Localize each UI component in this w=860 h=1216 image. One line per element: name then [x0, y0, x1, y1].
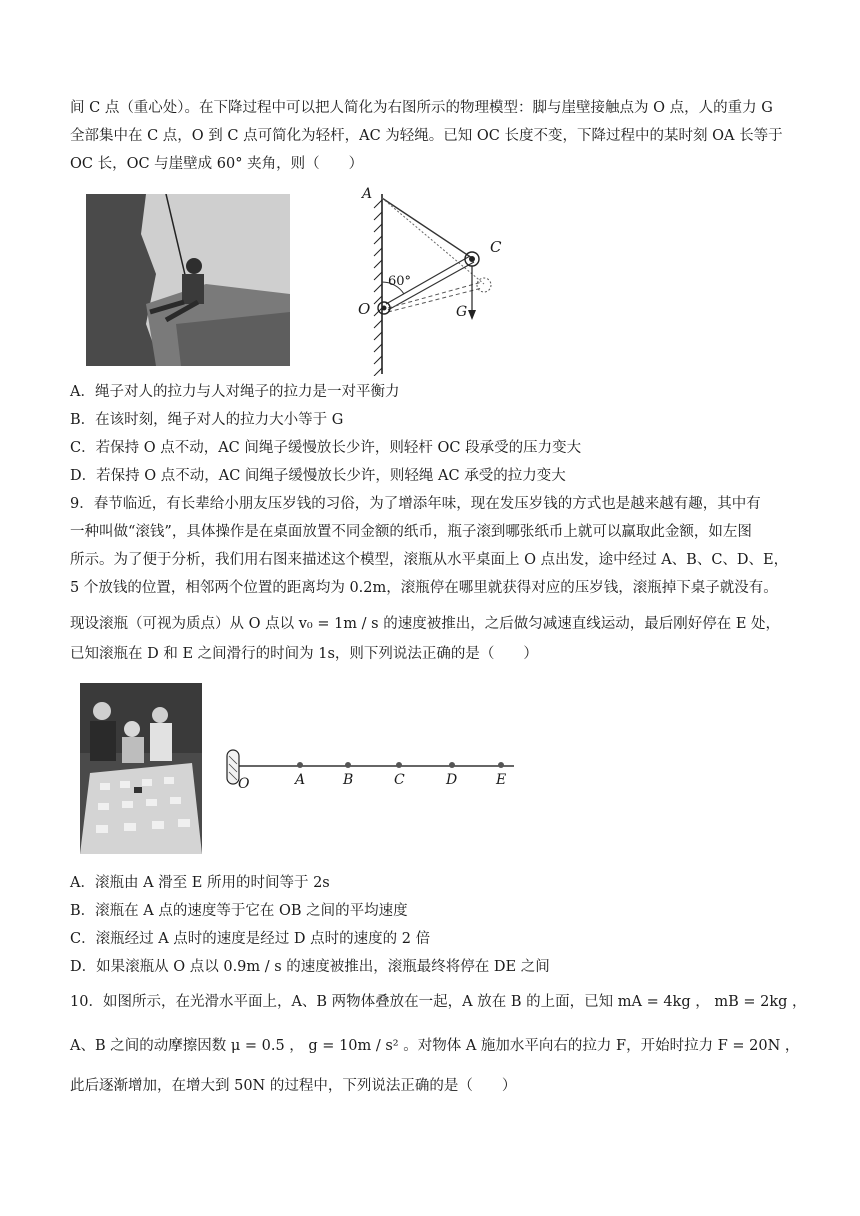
q9-line-2: 一种叫做“滚钱”，具体操作是在桌面放置不同金额的纸币，瓶子滚到哪张纸币上就可以赢取此金额，如左图 [70, 524, 752, 540]
q8-model-diagram [360, 186, 530, 376]
q8-option-d: D．若保持 O 点不动，AC 间绳子缓慢放长少许，则轻绳 AC 承受的拉力变大 [70, 468, 566, 484]
q9-track-diagram [224, 744, 524, 800]
label-O: O [358, 300, 371, 318]
label-C: C [490, 238, 502, 256]
climber-photo-art [86, 194, 290, 366]
q9-line-5: 现设滚瓶（可视为质点）从 O 点以 v₀ = 1m / s 的速度被推出，之后做匀减速直线运动，最后刚好停在 E 处， [70, 616, 781, 632]
q9-option-a: A．滚瓶由 A 滑至 E 所用的时间等于 2s [70, 875, 330, 891]
track-label-C: C [394, 772, 405, 788]
q8-option-b: B．在该时刻，绳子对人的拉力大小等于 G [70, 412, 344, 428]
track-label-E: E [496, 772, 507, 788]
q10-line-3: 此后逐渐增加，在增大到 50N 的过程中，下列说法正确的是（ ） [70, 1078, 517, 1094]
q8-intro-line-2: 全部集中在 C 点，O 到 C 点可简化为轻杆，AC 为轻绳。已知 OC 长度不变，下降过程中的某时刻 OA 长等于 [70, 128, 783, 144]
label-angle: 60° [388, 274, 412, 289]
climber-photo [86, 194, 290, 366]
track-label-B: B [343, 772, 354, 788]
q9-option-c: C．滚瓶经过 A 点时的速度是经过 D 点时的速度的 2 倍 [70, 931, 431, 947]
family-photo [80, 683, 202, 854]
q9-line-3: 所示。为了便于分析，我们用右图来描述这个模型，滚瓶从水平桌面上 O 点出发，途中经过 A、B、C、D、E， [70, 552, 789, 568]
q9-line-4: 5 个放钱的位置，相邻两个位置的距离均为 0.2m，滚瓶停在哪里就获得对应的压岁钱，滚瓶掉下桌子就没有。 [70, 580, 778, 596]
track-label-A: A [295, 772, 306, 788]
q8-option-a: A．绳子对人的拉力与人对绳子的拉力是一对平衡力 [70, 384, 400, 400]
q8-intro-line-1: 间 C 点（重心处）。在下降过程中可以把人简化为右图所示的物理模型：脚与崖壁接触点为 O 点，人的重力 G [70, 100, 773, 116]
q9-track-svg [224, 744, 524, 800]
label-A: A [362, 186, 373, 202]
q9-line-1: 9．春节临近，有长辈给小朋友压岁钱的习俗，为了增添年味，现在发压岁钱的方式也是越来越有趣，其中有 [70, 496, 761, 512]
q9-option-d: D．如果滚瓶从 O 点以 0.9m / s 的速度被推出，滚瓶最终将停在 DE 之间 [70, 959, 550, 975]
q10-line-2: A、B 之间的动摩擦因数 μ = 0.5 ， g = 10m / s² 。对物体 A 施加水平向右的拉力 F，开始时拉力 F = 20N ， [70, 1038, 800, 1054]
q8-intro-line-3: OC 长，OC 与崖壁成 60° 夹角，则（ ） [70, 156, 364, 172]
q10-line-1: 10．如图所示，在光滑水平面上，A、B 两物体叠放在一起，A 放在 B 的上面，已知 mA = 4kg ， mB = 2kg ， [70, 994, 807, 1010]
q9-line-6: 已知滚瓶在 D 和 E 之间滑行的时间为 1s，则下列说法正确的是（ ） [70, 646, 538, 662]
track-label-D: D [446, 772, 458, 788]
q9-option-b: B．滚瓶在 A 点的速度等于它在 OB 之间的平均速度 [70, 903, 408, 919]
q8-model-svg [360, 186, 530, 376]
q8-option-c: C．若保持 O 点不动，AC 间绳子缓慢放长少许，则轻杆 OC 段承受的压力变大 [70, 440, 582, 456]
family-photo-art [80, 683, 202, 854]
label-G: G [456, 304, 468, 320]
track-label-O: O [238, 776, 250, 792]
